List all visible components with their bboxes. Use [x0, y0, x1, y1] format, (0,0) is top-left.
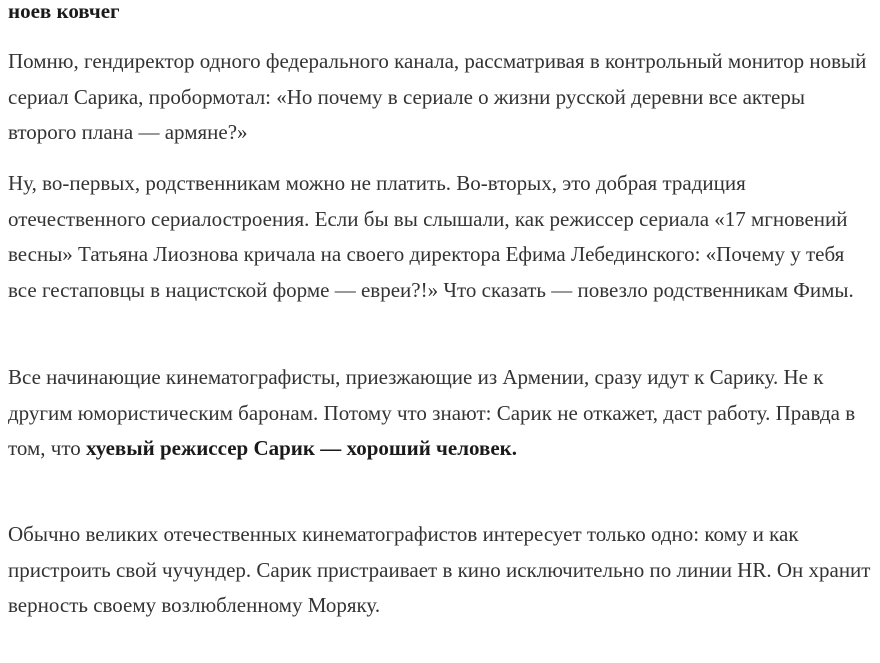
article-body: [8, 0, 878, 617]
section-heading: ноев ковчег: [8, 0, 120, 23]
paragraph-3: [8, 360, 878, 467]
paragraph-4: Обычно великих отечественных кинематографистов интересует только одно: кому и как пристроить свой чучундер. Сарик пристраивает в кино исключительно по линии HR. Он хранит верность своему возлюбленному Моряку.: [8, 522, 871, 617]
paragraph-3-text: Все начинающие кинематографисты, приезжающие из Армении, сразу идут к Сарику. Не к другим юмористическим баронам. Потому что знают: Сарик не откажет, даст работу. Правда в том, что: [8, 365, 856, 460]
paragraph-2: Ну, во-первых, родственникам можно не платить. Во-вторых, это добрая традиция отечественного сериалостроения. Если бы вы слышали, как режиссер сериала «17 мгновений весны» Татьяна Лиознова кричала на своего директора Ефима Лебединского: «Почему у тебя все гестаповцы в нацистской форме — евреи?!» Что сказать — повезло родственникам Фимы.: [8, 171, 854, 302]
paragraph-1: Помню, гендиректор одного федерального канала, рассматривая в контрольный монитор новый сериал Сарика, пробормотал: «Но почему в сериале о жизни русской деревни все актеры второго плана — армяне?»: [8, 49, 867, 144]
paragraph-3-bold-text: хуевый режиссер Сарик — хороший человек.: [86, 436, 517, 460]
